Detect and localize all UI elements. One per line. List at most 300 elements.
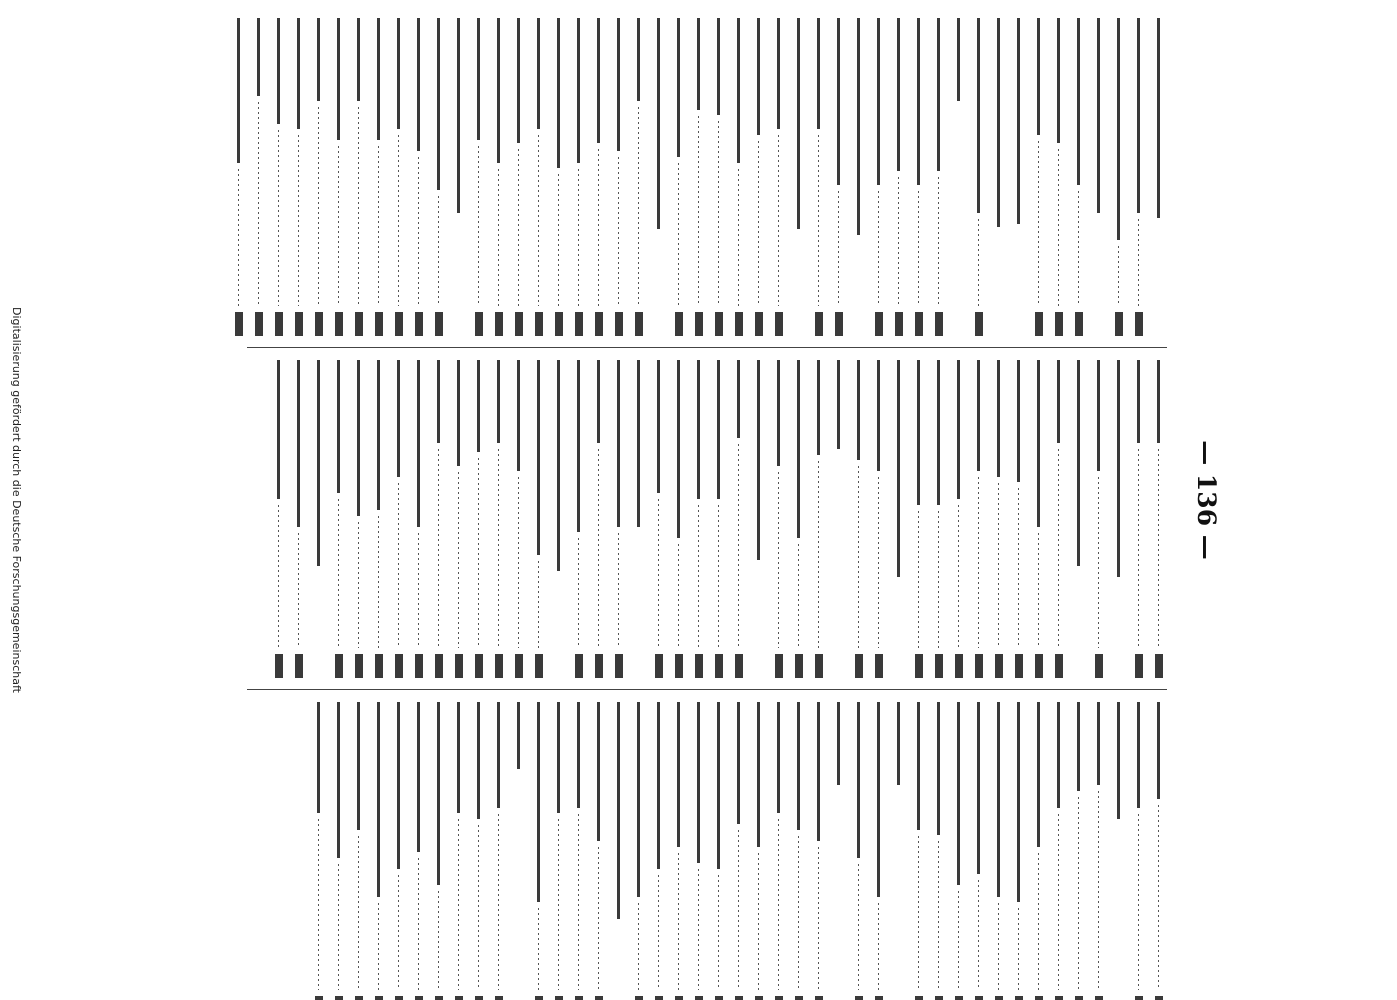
index-entry xyxy=(670,18,687,336)
entry-page-ref xyxy=(1155,996,1163,1000)
entry-term xyxy=(977,702,980,874)
leader-dots xyxy=(698,116,699,306)
entry-page-ref xyxy=(535,312,543,336)
index-entry xyxy=(1150,18,1167,336)
entry-page-ref xyxy=(255,312,263,336)
leader-dots xyxy=(918,511,919,648)
index-entry xyxy=(530,18,547,336)
leader-dots xyxy=(1058,814,1059,990)
entry-term xyxy=(877,18,880,185)
entry-term xyxy=(1037,360,1040,527)
index-entry xyxy=(910,18,927,336)
entry-page-ref xyxy=(975,654,983,678)
index-entry xyxy=(1090,360,1107,678)
entry-term xyxy=(837,702,840,785)
leader-dots xyxy=(918,836,919,990)
leader-dots xyxy=(578,538,579,648)
index-entry xyxy=(870,360,887,678)
entry-term xyxy=(537,702,540,902)
entry-term xyxy=(797,18,800,229)
entry-term xyxy=(477,702,480,819)
entry-term xyxy=(1157,702,1160,799)
entry-page-ref xyxy=(395,654,403,678)
leader-dots xyxy=(398,875,399,990)
entry-term xyxy=(797,360,800,538)
entry-term xyxy=(557,18,560,168)
entry-term xyxy=(1097,360,1100,471)
entry-term xyxy=(937,18,940,171)
entry-page-ref xyxy=(595,312,603,336)
entry-term xyxy=(1057,360,1060,443)
index-entry xyxy=(670,360,687,678)
index-entry xyxy=(650,360,667,678)
entry-page-ref xyxy=(395,996,403,1000)
entry-term xyxy=(357,18,360,101)
entry-term xyxy=(317,360,320,566)
entry-page-ref xyxy=(335,312,343,336)
leader-dots xyxy=(978,477,979,648)
entry-page-ref xyxy=(955,654,963,678)
entry-term xyxy=(1057,18,1060,143)
leader-dots xyxy=(798,544,799,648)
leader-dots xyxy=(998,483,999,648)
index-entry xyxy=(710,702,727,1000)
index-entry xyxy=(610,360,627,678)
entry-term xyxy=(677,360,680,538)
entry-term xyxy=(537,18,540,129)
leader-dots xyxy=(1018,908,1019,990)
leader-dots xyxy=(1078,797,1079,990)
entry-term xyxy=(877,360,880,471)
index-entry xyxy=(910,702,927,1000)
entry-page-ref xyxy=(435,654,443,678)
leader-dots xyxy=(1038,533,1039,648)
entry-term xyxy=(317,18,320,101)
entry-page-ref xyxy=(735,654,743,678)
entry-term xyxy=(977,18,980,213)
index-entry xyxy=(550,702,567,1000)
index-entry xyxy=(1010,702,1027,1000)
entry-term xyxy=(957,18,960,101)
entry-page-ref xyxy=(635,996,643,1000)
index-entry xyxy=(890,702,907,1000)
entry-page-ref xyxy=(935,312,943,336)
index-entry xyxy=(1150,702,1167,1000)
index-entry xyxy=(970,360,987,678)
index-entry xyxy=(510,18,527,336)
entry-term xyxy=(777,18,780,129)
entry-page-ref xyxy=(375,654,383,678)
entry-page-ref xyxy=(675,996,683,1000)
entry-term xyxy=(837,360,840,449)
entry-term xyxy=(457,702,460,813)
index-entry xyxy=(550,18,567,336)
entry-term xyxy=(577,18,580,163)
entry-page-ref xyxy=(535,996,543,1000)
index-entry xyxy=(370,702,387,1000)
index-entry xyxy=(390,702,407,1000)
entry-term xyxy=(717,360,720,499)
entry-page-ref xyxy=(415,654,423,678)
leader-dots xyxy=(1018,488,1019,648)
entry-term xyxy=(917,702,920,830)
entry-page-ref xyxy=(275,312,283,336)
index-entry xyxy=(530,702,547,1000)
entry-page-ref xyxy=(935,996,943,1000)
leader-dots xyxy=(878,191,879,306)
entry-page-ref xyxy=(795,654,803,678)
index-entry xyxy=(1130,702,1147,1000)
index-entry xyxy=(770,360,787,678)
entry-term xyxy=(597,360,600,443)
entry-term xyxy=(337,360,340,493)
entry-page-ref xyxy=(555,312,563,336)
entry-page-ref xyxy=(715,654,723,678)
entry-page-ref xyxy=(755,312,763,336)
index-entry xyxy=(930,18,947,336)
leader-dots xyxy=(378,516,379,648)
entry-term xyxy=(897,18,900,171)
index-entry xyxy=(930,360,947,678)
entry-page-ref xyxy=(715,996,723,1000)
entry-term xyxy=(597,18,600,143)
entry-page-ref xyxy=(495,312,503,336)
leader-dots xyxy=(738,169,739,306)
index-entry xyxy=(370,360,387,678)
entry-term xyxy=(517,18,520,143)
entry-term xyxy=(577,702,580,808)
entry-term xyxy=(1137,360,1140,443)
leader-dots xyxy=(598,449,599,648)
leader-dots xyxy=(578,814,579,990)
entry-term xyxy=(757,18,760,135)
index-entry xyxy=(770,702,787,1000)
index-entry xyxy=(1090,18,1107,336)
index-entry xyxy=(690,360,707,678)
index-entry xyxy=(410,360,427,678)
index-entry xyxy=(730,360,747,678)
entry-term xyxy=(677,702,680,847)
leader-dots xyxy=(1158,805,1159,990)
entry-term xyxy=(237,18,240,163)
entry-term xyxy=(357,702,360,830)
index-entry xyxy=(310,702,327,1000)
entry-page-ref xyxy=(515,312,523,336)
entry-term xyxy=(917,18,920,185)
index-entry xyxy=(230,18,247,336)
index-column-3 xyxy=(187,702,1167,1000)
entry-term xyxy=(497,18,500,163)
index-entry xyxy=(850,18,867,336)
entry-page-ref xyxy=(895,312,903,336)
leader-dots xyxy=(698,869,699,990)
leader-dots xyxy=(638,107,639,306)
index-entry xyxy=(350,18,367,336)
index-entry xyxy=(990,702,1007,1000)
leader-dots xyxy=(778,472,779,648)
entry-term xyxy=(637,360,640,527)
index-entry xyxy=(1050,702,1067,1000)
entry-page-ref xyxy=(595,654,603,678)
entry-page-ref xyxy=(635,312,643,336)
leader-dots xyxy=(578,169,579,306)
entry-term xyxy=(517,360,520,471)
entry-term xyxy=(497,360,500,443)
leader-dots xyxy=(598,149,599,306)
index-entry xyxy=(1110,18,1127,336)
index-entry xyxy=(310,360,327,678)
leader-dots xyxy=(518,149,519,306)
entry-term xyxy=(1077,18,1080,185)
entry-page-ref xyxy=(315,996,323,1000)
entry-page-ref xyxy=(1095,996,1103,1000)
entry-page-ref xyxy=(595,996,603,1000)
leader-dots xyxy=(898,177,899,306)
entry-page-ref xyxy=(815,312,823,336)
leader-dots xyxy=(378,146,379,306)
leader-dots xyxy=(998,903,999,990)
entry-page-ref xyxy=(695,312,703,336)
leader-dots xyxy=(1118,246,1119,306)
entry-term xyxy=(977,360,980,471)
leader-dots xyxy=(418,533,419,648)
entry-term xyxy=(817,18,820,129)
entry-term xyxy=(1157,18,1160,218)
entry-page-ref xyxy=(975,312,983,336)
entry-page-ref xyxy=(355,312,363,336)
entry-page-ref xyxy=(355,654,363,678)
entry-term xyxy=(737,702,740,824)
entry-page-ref xyxy=(355,996,363,1000)
entry-term xyxy=(297,360,300,527)
index-entry xyxy=(1150,360,1167,678)
index-entry xyxy=(870,702,887,1000)
entry-page-ref xyxy=(775,312,783,336)
entry-page-ref xyxy=(615,312,623,336)
index-entry xyxy=(350,702,367,1000)
index-entry xyxy=(490,702,507,1000)
entry-term xyxy=(397,360,400,477)
index-entry xyxy=(890,360,907,678)
index-entry xyxy=(690,702,707,1000)
entry-page-ref xyxy=(815,654,823,678)
leader-dots xyxy=(538,561,539,648)
entry-term xyxy=(1117,702,1120,819)
entry-term xyxy=(437,702,440,885)
entry-term xyxy=(577,360,580,532)
entry-term xyxy=(817,702,820,841)
entry-page-ref xyxy=(475,996,483,1000)
leader-dots xyxy=(438,196,439,306)
index-entry xyxy=(750,702,767,1000)
entry-page-ref xyxy=(655,654,663,678)
index-entry xyxy=(890,18,907,336)
index-entry xyxy=(970,18,987,336)
index-entry xyxy=(1090,702,1107,1000)
entry-term xyxy=(477,360,480,452)
entry-term xyxy=(377,360,380,510)
entry-term xyxy=(1037,18,1040,135)
entry-page-ref xyxy=(955,996,963,1000)
entry-term xyxy=(337,18,340,140)
entry-page-ref xyxy=(575,996,583,1000)
entry-page-ref xyxy=(1075,996,1083,1000)
leader-dots xyxy=(298,135,299,306)
index-entry xyxy=(750,360,767,678)
index-entry xyxy=(830,360,847,678)
entry-page-ref xyxy=(315,312,323,336)
index-entry xyxy=(410,702,427,1000)
entry-term xyxy=(1157,360,1160,443)
entry-page-ref xyxy=(695,996,703,1000)
leader-dots xyxy=(318,107,319,306)
entry-page-ref xyxy=(675,654,683,678)
index-entry xyxy=(430,702,447,1000)
entry-term xyxy=(597,702,600,841)
entry-page-ref xyxy=(435,996,443,1000)
leader-dots xyxy=(558,819,559,990)
entry-term xyxy=(1137,18,1140,213)
index-entry xyxy=(570,702,587,1000)
leader-dots xyxy=(798,836,799,990)
entry-page-ref xyxy=(975,996,983,1000)
leader-dots xyxy=(698,505,699,648)
index-entry xyxy=(650,18,667,336)
entry-term xyxy=(857,360,860,460)
entry-term xyxy=(897,702,900,785)
index-entry xyxy=(870,18,887,336)
index-entry xyxy=(290,360,307,678)
entry-page-ref xyxy=(775,996,783,1000)
index-entry xyxy=(750,18,767,336)
entry-term xyxy=(417,360,420,527)
entry-term xyxy=(557,702,560,813)
leader-dots xyxy=(558,174,559,306)
leader-dots xyxy=(298,533,299,648)
index-entry xyxy=(1050,360,1067,678)
entry-page-ref xyxy=(855,996,863,1000)
entry-term xyxy=(497,702,500,808)
entry-page-ref xyxy=(1155,654,1163,678)
index-entry xyxy=(770,18,787,336)
index-column-1 xyxy=(187,18,1167,336)
leader-dots xyxy=(818,847,819,990)
entry-page-ref xyxy=(735,996,743,1000)
index-entry xyxy=(990,360,1007,678)
entry-page-ref xyxy=(455,654,463,678)
entry-page-ref xyxy=(415,312,423,336)
leader-dots xyxy=(818,135,819,306)
leader-dots xyxy=(658,875,659,990)
entry-term xyxy=(837,18,840,185)
rotated-page-body xyxy=(160,18,1225,982)
leader-dots xyxy=(718,875,719,990)
entry-term xyxy=(457,18,460,213)
entry-term xyxy=(437,18,440,190)
leader-dots xyxy=(338,499,339,648)
entry-page-ref xyxy=(835,312,843,336)
entry-page-ref xyxy=(575,654,583,678)
index-column-2 xyxy=(187,360,1167,678)
entry-page-ref xyxy=(935,654,943,678)
leader-dots xyxy=(438,449,439,648)
entry-page-ref xyxy=(555,996,563,1000)
entry-page-ref xyxy=(375,312,383,336)
index-entry xyxy=(270,360,287,678)
index-entry xyxy=(1070,702,1087,1000)
index-entry xyxy=(290,18,307,336)
entry-term xyxy=(1017,360,1020,482)
entry-term xyxy=(637,702,640,897)
index-entry xyxy=(510,360,527,678)
entry-page-ref xyxy=(375,996,383,1000)
leader-dots xyxy=(918,191,919,306)
index-entry xyxy=(330,702,347,1000)
entry-term xyxy=(997,18,1000,227)
index-entry xyxy=(670,702,687,1000)
leader-dots xyxy=(438,891,439,990)
entry-page-ref xyxy=(775,654,783,678)
entry-page-ref xyxy=(1135,654,1143,678)
entry-term xyxy=(1137,702,1140,808)
leader-dots xyxy=(938,841,939,990)
entry-term xyxy=(657,360,660,493)
index-entry xyxy=(330,360,347,678)
leader-dots xyxy=(978,219,979,306)
leader-dots xyxy=(338,146,339,306)
entry-term xyxy=(997,702,1000,897)
entry-page-ref xyxy=(815,996,823,1000)
index-entry xyxy=(950,360,967,678)
leader-dots xyxy=(1058,449,1059,648)
index-entry xyxy=(630,702,647,1000)
index-entry xyxy=(690,18,707,336)
entry-term xyxy=(657,18,660,229)
leader-dots xyxy=(1038,853,1039,990)
index-entry xyxy=(1130,360,1147,678)
leader-dots xyxy=(458,819,459,990)
leader-dots xyxy=(358,522,359,648)
index-entry xyxy=(590,360,607,678)
entry-term xyxy=(1017,702,1020,902)
entry-term xyxy=(937,702,940,835)
entry-term xyxy=(1117,360,1120,577)
entry-page-ref xyxy=(915,996,923,1000)
entry-term xyxy=(1077,360,1080,566)
entry-page-ref xyxy=(755,996,763,1000)
index-entry xyxy=(830,18,847,336)
entry-page-ref xyxy=(235,312,243,336)
entry-page-ref xyxy=(735,312,743,336)
entry-term xyxy=(417,702,420,852)
index-entry xyxy=(470,360,487,678)
entry-term xyxy=(877,702,880,897)
leader-dots xyxy=(778,135,779,306)
index-entry xyxy=(1130,18,1147,336)
index-entry xyxy=(1010,18,1027,336)
entry-term xyxy=(557,360,560,571)
entry-term xyxy=(437,360,440,443)
entry-term xyxy=(637,18,640,101)
entry-page-ref xyxy=(455,996,463,1000)
leader-dots xyxy=(938,177,939,306)
entry-term xyxy=(717,702,720,869)
entry-term xyxy=(357,360,360,516)
leader-dots xyxy=(278,505,279,648)
entry-term xyxy=(757,702,760,847)
entry-page-ref xyxy=(855,654,863,678)
index-entry xyxy=(790,702,807,1000)
